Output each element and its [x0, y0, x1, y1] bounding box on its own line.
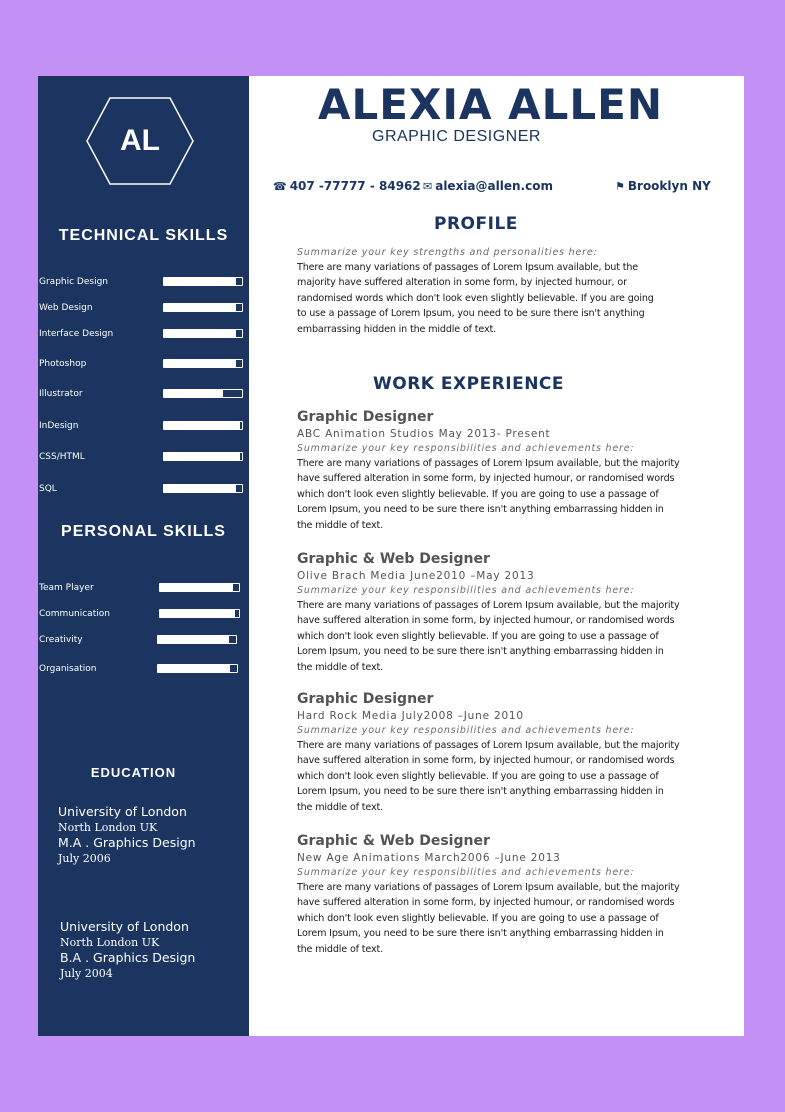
skill-row: [38, 662, 249, 676]
skill-level-fill: [164, 422, 240, 429]
education-university: University of London: [58, 804, 187, 819]
profile-line: to use a passage of Lorem Ipsum, you need to be sure there isn't anything: [297, 308, 645, 320]
sidebar: [38, 76, 249, 1036]
skill-label: Photoshop: [39, 359, 87, 369]
profile-heading: PROFILE: [434, 214, 518, 234]
job-line: which don't look even slightly believable. If you are going to use a passage of: [297, 488, 659, 500]
technical-skills-heading: TECHNICAL SKILLS: [58, 227, 229, 244]
skill-label: Communication: [39, 609, 110, 619]
education-heading: EDUCATION: [90, 765, 177, 780]
skill-level-bar: [157, 635, 237, 644]
job-line: have suffered alteration in some form, by injected humour, or randomised words: [297, 615, 675, 627]
skill-row: [38, 275, 249, 289]
skill-level-fill: [164, 278, 236, 285]
skill-level-bar: [163, 303, 243, 312]
job-line: have suffered alteration in some form, by injected humour, or randomised words: [297, 755, 675, 767]
education-degree: B.A . Graphics Design: [60, 950, 196, 965]
profile-line: majority have suffered alteration in some form, by injected humour, or: [297, 277, 627, 289]
skill-level-fill: [160, 584, 233, 591]
profile-line: randomised words which don't look even slightly believable. If you are going: [297, 292, 654, 304]
skill-level-fill: [164, 390, 223, 397]
education-entry: [60, 919, 195, 981]
job-summary: Summarize your key responsibilities and achievements here:: [297, 585, 635, 596]
job-line: which don't look even slightly believable. If you are going to use a passage of: [297, 770, 659, 782]
job-line: There are many variations of passages of Lorem Ipsum available, but the majority: [297, 740, 680, 751]
skill-row: [38, 301, 249, 315]
skill-level-bar: [163, 277, 243, 286]
job-line: Lorem Ipsum, you need to be sure there isn't anything embarrassing hidden in: [297, 504, 664, 516]
job-title: Graphic Designer: [297, 409, 434, 425]
initials: AL: [120, 124, 160, 157]
job-line: There are many variations of passages of Lorem Ipsum available, but the majority: [297, 600, 680, 611]
job-description: [297, 598, 697, 675]
skill-level-fill: [164, 360, 236, 367]
profile-line: embarrassing hidden in the middle of text.: [297, 323, 497, 335]
skill-row: [38, 633, 249, 647]
skill-label: Creativity: [39, 635, 83, 645]
email-text: alexia@allen.com: [435, 179, 553, 193]
skill-row: [38, 419, 249, 433]
job-line: have suffered alteration in some form, by injected humour, or randomised words: [297, 473, 675, 485]
job-company: Hard Rock Media July2008 –June 2010: [297, 710, 524, 722]
location-icon: ⚑: [615, 180, 625, 193]
skill-level-bar: [159, 583, 240, 592]
job-line: the middle of text.: [297, 661, 384, 673]
education-location: North London UK: [58, 821, 158, 834]
job-line: the middle of text.: [297, 801, 384, 813]
job-entry: [297, 550, 697, 675]
job-line: which don't look even slightly believable. If you are going to use a passage of: [297, 912, 659, 924]
skill-label: InDesign: [39, 421, 79, 431]
education-date: July 2006: [58, 852, 111, 865]
skill-row: [38, 357, 249, 371]
skill-level-fill: [164, 485, 236, 492]
skill-level-fill: [160, 610, 235, 617]
job-description: [297, 456, 697, 533]
work-experience-heading: WORK EXPERIENCE: [373, 374, 565, 394]
skill-level-fill: [158, 636, 229, 643]
contact-email: [423, 179, 553, 193]
skill-row: [38, 482, 249, 496]
job-entry: [297, 690, 697, 815]
education-degree: M.A . Graphics Design: [58, 835, 196, 850]
profile-summary: Summarize your key strengths and personalities here:: [297, 247, 598, 258]
job-line: the middle of text.: [297, 519, 384, 531]
job-line: Lorem Ipsum, you need to be sure there isn't anything embarrassing hidden in: [297, 646, 664, 658]
skill-level-bar: [163, 452, 243, 461]
skill-label: CSS/HTML: [39, 452, 85, 462]
skill-row: [38, 387, 249, 401]
skill-label: Web Design: [39, 303, 93, 313]
education-date: July 2004: [60, 967, 113, 980]
skill-label: Graphic Design: [39, 277, 108, 287]
skill-level-fill: [164, 304, 236, 311]
skill-level-bar: [163, 421, 243, 430]
job-title: Graphic & Web Designer: [297, 833, 490, 849]
job-line: There are many variations of passages of Lorem Ipsum available, but the majority: [297, 458, 680, 469]
job-company: ABC Animation Studios May 2013- Present: [297, 428, 551, 440]
candidate-name: ALEXIA ALLEN: [318, 80, 663, 129]
envelope-icon: ✉: [423, 180, 433, 193]
skill-label: Interface Design: [39, 329, 114, 339]
location-text: Brooklyn NY: [627, 179, 711, 193]
candidate-title: GRAPHIC DESIGNER: [372, 128, 541, 145]
job-title: Graphic & Web Designer: [297, 551, 490, 567]
job-line: the middle of text.: [297, 943, 384, 955]
job-company: Olive Brach Media June2010 –May 2013: [297, 570, 535, 582]
contact-phone: [273, 179, 421, 193]
skill-level-bar: [159, 609, 240, 618]
skill-level-fill: [158, 665, 230, 672]
job-summary: Summarize your key responsibilities and achievements here:: [297, 725, 635, 736]
job-line: Lorem Ipsum, you need to be sure there isn't anything embarrassing hidden in: [297, 928, 664, 940]
job-line: which don't look even slightly believable. If you are going to use a passage of: [297, 630, 659, 642]
skill-level-fill: [164, 453, 240, 460]
resume-page: [38, 76, 744, 1036]
skill-level-fill: [164, 330, 236, 337]
skill-row: [38, 607, 249, 621]
skill-label: Illustrator: [39, 389, 83, 399]
job-summary: Summarize your key responsibilities and achievements here:: [297, 443, 635, 454]
job-entry: [297, 832, 697, 957]
job-line: Lorem Ipsum, you need to be sure there isn't anything embarrassing hidden in: [297, 786, 664, 798]
skill-level-bar: [163, 359, 243, 368]
skill-row: [38, 581, 249, 595]
skill-level-bar: [157, 664, 238, 673]
job-company: New Age Animations March2006 –June 2013: [297, 852, 561, 864]
skill-label: SQL: [39, 484, 57, 494]
job-description: [297, 880, 697, 957]
skill-label: Team Player: [39, 583, 94, 593]
education-entry: [58, 804, 196, 866]
contact-location: [615, 179, 711, 193]
skill-level-bar: [163, 484, 243, 493]
profile-line: There are many variations of passages of Lorem Ipsum available, but the: [297, 262, 639, 273]
phone-text: 407 -77777 - 84962: [289, 179, 421, 193]
education-university: University of London: [60, 919, 189, 934]
skill-row: [38, 327, 249, 341]
education-location: North London UK: [60, 936, 160, 949]
personal-skills-heading: PERSONAL SKILLS: [61, 523, 226, 540]
skill-level-bar: [163, 389, 243, 398]
job-line: There are many variations of passages of Lorem Ipsum available, but the majority: [297, 882, 680, 893]
job-description: [297, 738, 697, 815]
job-summary: Summarize your key responsibilities and achievements here:: [297, 867, 635, 878]
skill-label: Organisation: [39, 664, 97, 674]
job-entry: [297, 408, 697, 533]
job-line: have suffered alteration in some form, by injected humour, or randomised words: [297, 897, 675, 909]
skill-row: [38, 450, 249, 464]
profile-body: [297, 260, 697, 337]
job-title: Graphic Designer: [297, 691, 434, 707]
profile-section: [297, 246, 697, 337]
phone-icon: ☎: [273, 180, 287, 193]
skill-level-bar: [163, 329, 243, 338]
